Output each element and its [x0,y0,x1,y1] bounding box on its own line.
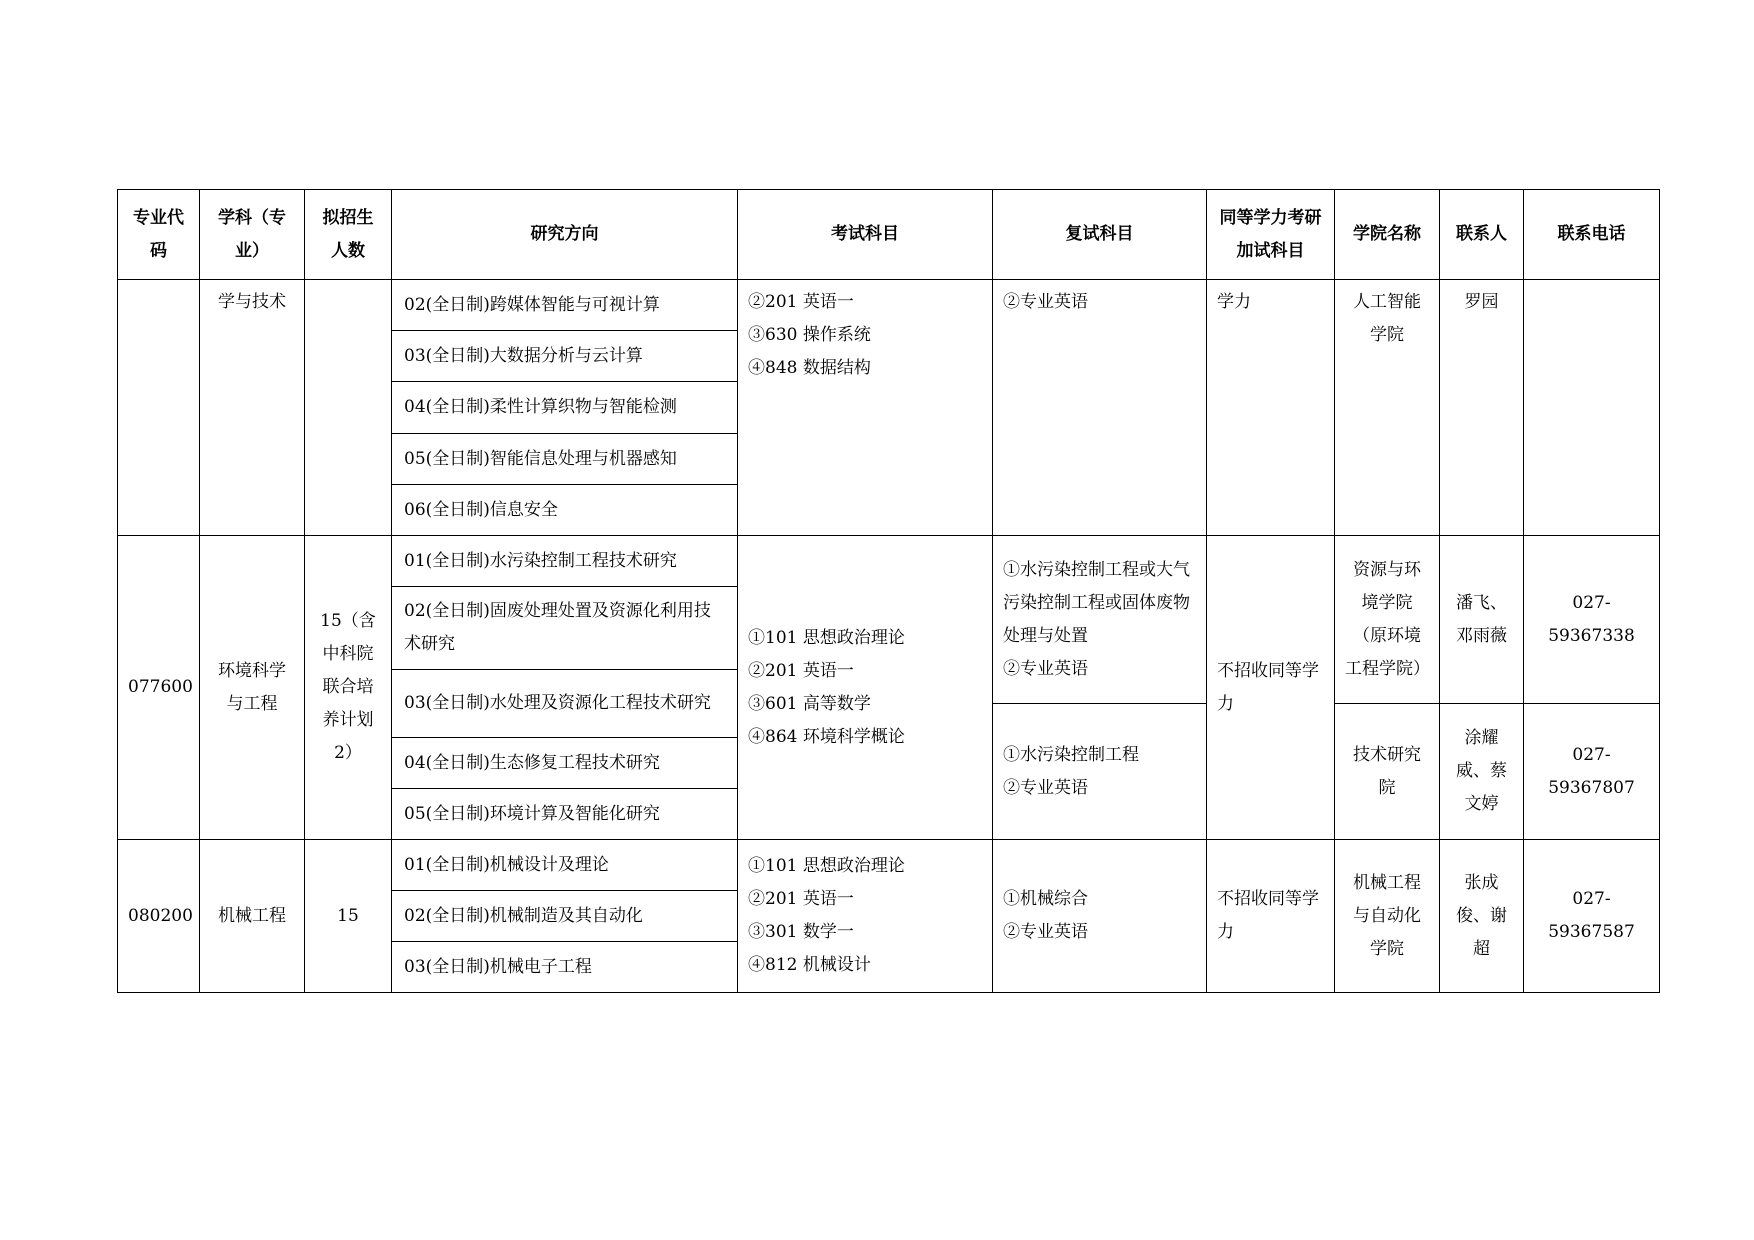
retest-subject-item: ②专业英语 [1003,777,1088,798]
contact-phone: 027-59367587 [1524,840,1660,993]
retest-subject-item: ②专业英语 [1003,922,1088,942]
research-direction: 01(全日制)机械设计及理论 [392,840,738,891]
contact-person: 张成俊、谢超 [1440,840,1524,993]
retest-subjects [993,704,1207,840]
header-row [118,190,1660,280]
retest-subject-item: ①机械综合 [1003,889,1088,909]
research-direction: 05(全日制)智能信息处理与机器感知 [392,434,738,485]
research-direction: 02(全日制)固废处理处置及资源化利用技术研究 [392,587,738,670]
exam-subject-item: ②201 英语一 [748,292,854,312]
exam-subject-item: ②201 英语一 [748,660,854,681]
exam-subject-item: ④864 环境科学概论 [748,726,905,747]
exam-subjects [738,840,993,993]
major-code: 080200 [118,840,200,993]
retest-subjects [993,280,1207,536]
admissions-table [117,189,1660,993]
quota: 15 [305,840,392,993]
contact-phone [1524,280,1660,536]
header-equivalent: 同等学力考研加试科目 [1207,190,1335,280]
header-code: 专业代码 [118,190,200,280]
exam-subject-item: ①101 思想政治理论 [748,856,905,876]
research-direction: 02(全日制)机械制造及其自动化 [392,891,738,942]
header-contact: 联系人 [1440,190,1524,280]
header-college: 学院名称 [1335,190,1440,280]
college-name: 机械工程与自动化学院 [1335,840,1440,993]
exam-subject-item: ③630 操作系统 [748,325,871,345]
retest-subjects [993,536,1207,704]
subject-name: 环境科学与工程 [200,536,305,840]
research-direction: 02(全日制)跨媒体智能与可视计算 [392,280,738,331]
retest-subject-item: ①水污染控制工程或大气污染控制工程或固体废物处理与处置 [1003,559,1190,646]
retest-subjects [993,840,1207,993]
research-direction: 03(全日制)大数据分析与云计算 [392,331,738,382]
subject-name: 学与技术 [200,280,305,536]
contact-person: 罗园 [1440,280,1524,536]
contact-person: 涂耀威、蔡文婷 [1440,704,1524,840]
major-code [118,280,200,536]
equivalent-subjects: 不招收同等学力 [1207,840,1335,993]
contact-phone: 027-59367338 [1524,536,1660,704]
header-retest: 复试科目 [993,190,1207,280]
equivalent-subjects: 学力 [1207,280,1335,536]
college-name: 技术研究院 [1335,704,1440,840]
research-direction: 03(全日制)水处理及资源化工程技术研究 [392,670,738,738]
exam-subject-item: ②201 英语一 [748,889,854,909]
header-phone: 联系电话 [1524,190,1660,280]
exam-subject-item: ④848 数据结构 [748,358,871,378]
research-direction: 04(全日制)生态修复工程技术研究 [392,738,738,789]
exam-subjects [738,536,993,840]
major-code: 077600 [118,536,200,840]
retest-subject-item: ①水污染控制工程 [1003,744,1139,765]
quota: 15（含中科院联合培养计划 2） [305,536,392,840]
contact-phone: 027-59367807 [1524,704,1660,840]
college-name: 人工智能学院 [1335,280,1440,536]
header-quota: 拟招生人数 [305,190,392,280]
college-name: 资源与环境学院（原环境工程学院） [1335,536,1440,704]
research-direction: 04(全日制)柔性计算织物与智能检测 [392,382,738,434]
research-direction: 03(全日制)机械电子工程 [392,942,738,993]
header-subject: 学科（专业） [200,190,305,280]
retest-subject-item: ②专业英语 [1003,292,1088,312]
research-direction: 06(全日制)信息安全 [392,485,738,536]
header-exam: 考试科目 [738,190,993,280]
equivalent-subjects: 不招收同等学力 [1207,536,1335,840]
exam-subjects [738,280,993,536]
quota [305,280,392,536]
subject-name: 机械工程 [200,840,305,993]
retest-subject-item: ②专业英语 [1003,658,1088,679]
table-row [118,280,1660,331]
exam-subject-item: ③301 数学一 [748,922,854,942]
research-direction: 01(全日制)水污染控制工程技术研究 [392,536,738,587]
table-row [118,840,1660,891]
exam-subject-item: ③601 高等数学 [748,693,871,714]
table-row [118,536,1660,587]
contact-person: 潘飞、邓雨薇 [1440,536,1524,704]
header-direction: 研究方向 [392,190,738,280]
exam-subject-item: ④812 机械设计 [748,955,871,975]
exam-subject-item: ①101 思想政治理论 [748,627,905,648]
research-direction: 05(全日制)环境计算及智能化研究 [392,789,738,840]
